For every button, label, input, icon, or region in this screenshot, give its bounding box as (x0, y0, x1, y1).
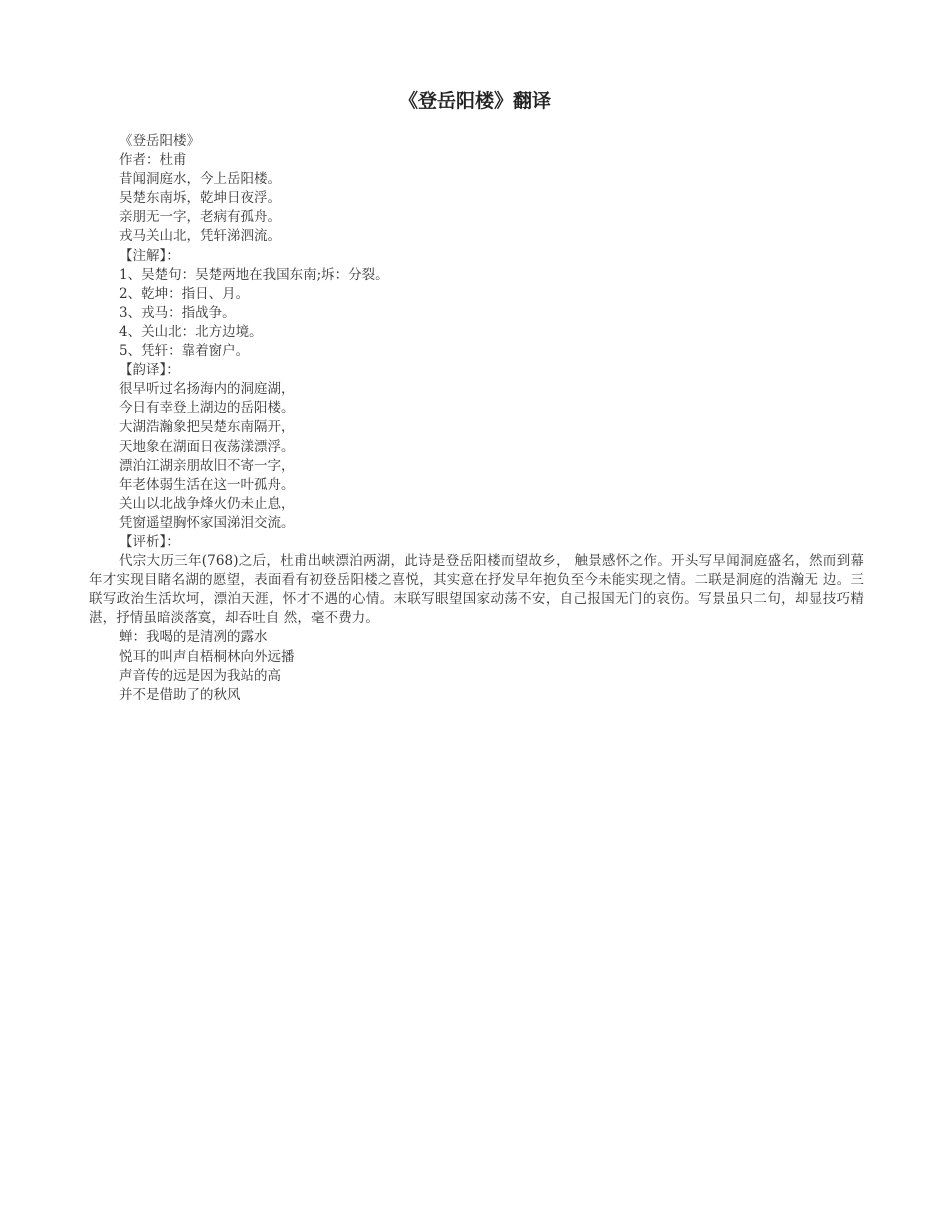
text-line-poem-title: 《登岳阳楼》 (119, 133, 200, 149)
cicada-line: 声音传的远是因为我站的高 (119, 667, 281, 684)
translation-line: 年老体弱生活在这一叶孤舟。 (119, 476, 295, 493)
poem-line: 戎马关山北，凭轩涕泗流。 (119, 228, 281, 245)
document-body (89, 132, 864, 705)
section-heading-notes: 【注解】： (119, 247, 180, 264)
note-line: 3、戎马：指战争。 (119, 304, 236, 321)
translation-line: 大湖浩瀚象把吴楚东南隔开， (119, 419, 295, 436)
translation-line: 很早听过名扬海内的洞庭湖， (119, 381, 295, 398)
poem-line: 昔闻洞庭水，今上岳阳楼。 (119, 171, 281, 188)
cicada-line: 蝉：我喝的是清冽的露水 (119, 629, 268, 646)
analysis-paragraph: 代宗大历三年(768)之后，杜甫出峡漂泊两湖，此诗是登岳阳楼而望故乡， 触景感怀之作。开头写早闻洞庭盛名，然而到幕年才实现目睹名湖的愿望，表面看有初登岳阳楼之喜悦，其实意在抒发早年抱负至今未能实现之情。二联是洞庭的浩瀚无 边。三联写政治生活坎坷，漂泊天涯，怀才不遇的心情。末联写眼望国家动荡不安，自己报国无门的哀伤。写景虽只二句，却显技巧精湛，抒情虽暗淡落寞，却吞吐自 然，毫不费力。 (89, 553, 864, 627)
poem-line: 亲朋无一字，老病有孤舟。 (119, 209, 281, 226)
translation-line: 天地象在湖面日夜荡漾漂浮。 (119, 438, 295, 455)
translation-line: 漂泊江湖亲朋故旧不寄一字， (119, 457, 295, 474)
text-line-author: 作者：杜甫 (119, 152, 187, 169)
poem-line: 吴楚东南坼，乾坤日夜浮。 (119, 190, 281, 207)
note-line: 2、乾坤：指日、月。 (119, 285, 250, 302)
section-heading-analysis: 【评析】： (119, 533, 180, 550)
translation-line: 关山以北战争烽火仍未止息， (119, 495, 295, 512)
cicada-line: 悦耳的叫声自梧桐林向外远播 (119, 648, 295, 665)
note-line: 4、关山北：北方边境。 (119, 323, 263, 340)
translation-line: 凭窗遥望胸怀家国涕泪交流。 (119, 514, 295, 531)
cicada-line: 并不是借助了的秋风 (119, 686, 241, 703)
note-line: 5、凭轩：靠着窗户。 (119, 343, 250, 360)
section-heading-translation: 【韵译】： (119, 362, 180, 379)
document-title: 《登岳阳楼》翻译 (398, 90, 551, 112)
note-line: 1、吴楚句：吴楚两地在我国东南;坼：分裂。 (119, 266, 389, 283)
translation-line: 今日有幸登上湖边的岳阳楼。 (119, 400, 295, 417)
